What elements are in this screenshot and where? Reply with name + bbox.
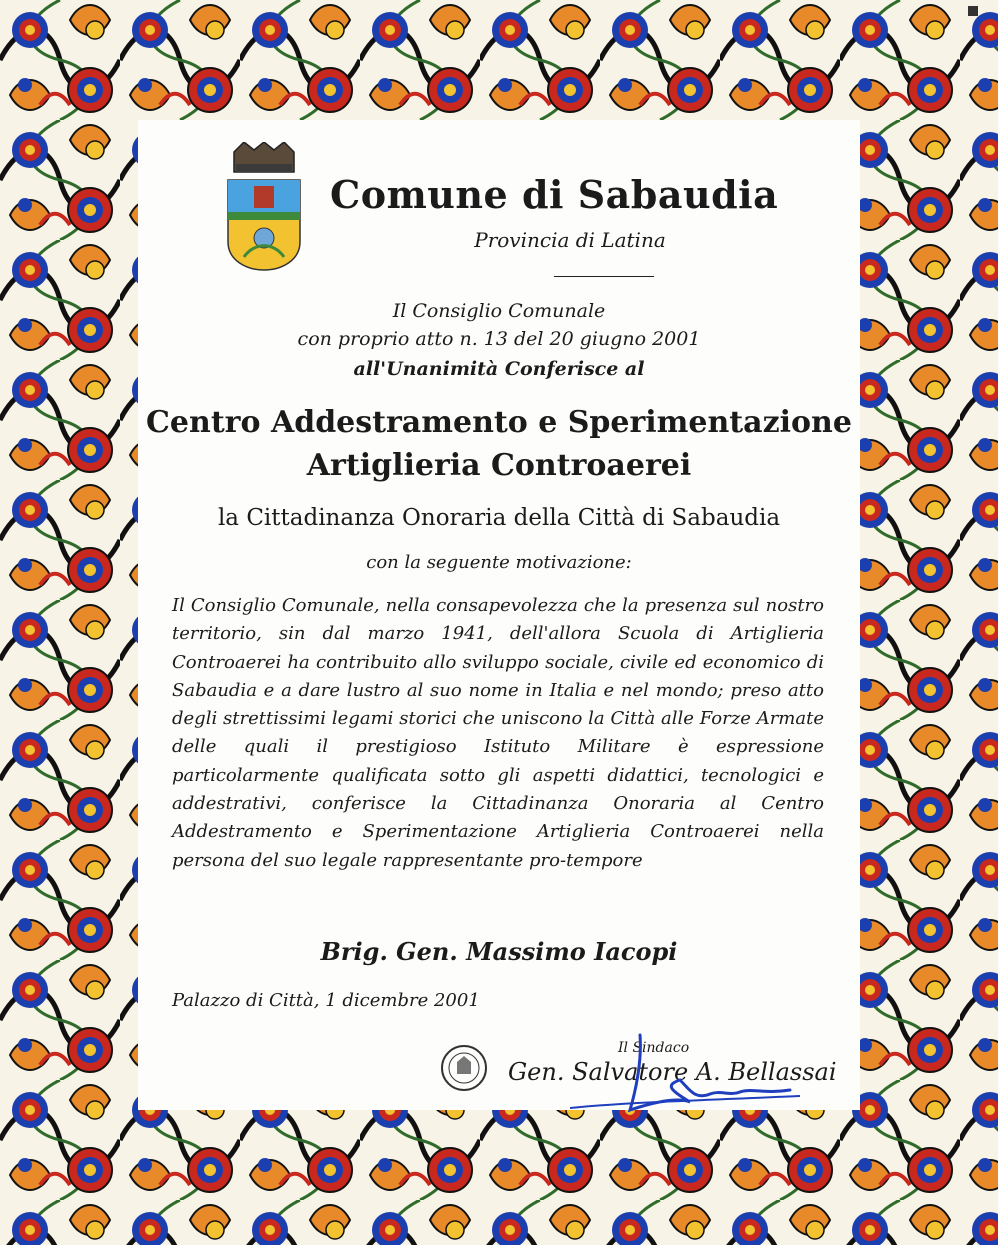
signatory-name: Gen. Salvatore A. Bellassai: [508, 1058, 837, 1086]
award-line: la Cittadinanza Onoraria della Città di Sabaudia: [217, 505, 781, 531]
municipal-stamp-icon: [440, 1044, 488, 1092]
recipient-name: Brig. Gen. Massimo Iacopi: [320, 937, 678, 966]
intro-line-1: Il Consiglio Comunale: [392, 300, 606, 322]
motivation-intro: con la seguente motivazione:: [366, 552, 632, 573]
intro-line-3: all'Unanimità Conferisce al: [353, 358, 645, 380]
divider: [554, 276, 654, 277]
document-title: Comune di Sabaudia: [330, 172, 779, 217]
motivation-paragraph: Il Consiglio Comunale, nella consapevolezza che la presenza sul nostro territorio, sin dal marzo 1941, dell'allora Scuola di Artiglieria Controaerei ha contribuito allo sviluppo sociale, civile ed economico di Sabaudia e a dare lustro al suo nome in Italia e nel mondo; preso atto degli strettissimi legami storici che uniscono la Città alle Forze Armate delle quali il prestigioso Istituto Militare è espressione particolarmente qualificata sotto gli aspetti didattici, tecnologici e addestrativi, conferisce la Cittadinanza Onoraria al Centro Addestramento e Sperimentazione Artiglieria Controaerei nella persona del suo legale rappresentante pro-tempore: [172, 595, 824, 871]
intro-line-2: con proprio atto n. 13 del 20 giugno 2001: [297, 328, 701, 350]
handwritten-signature: [570, 1030, 810, 1120]
honoree-line-2: Artiglieria Controaerei: [306, 448, 692, 483]
coat-of-arms-icon: [224, 142, 304, 272]
scan-mark: [968, 6, 978, 16]
document-subtitle: Provincia di Latina: [474, 228, 666, 252]
honoree-line-1: Centro Addestramento e Sperimentazione: [146, 405, 852, 440]
place-date: Palazzo di Città, 1 dicembre 2001: [172, 990, 480, 1011]
signatory-role: Il Sindaco: [618, 1040, 690, 1056]
